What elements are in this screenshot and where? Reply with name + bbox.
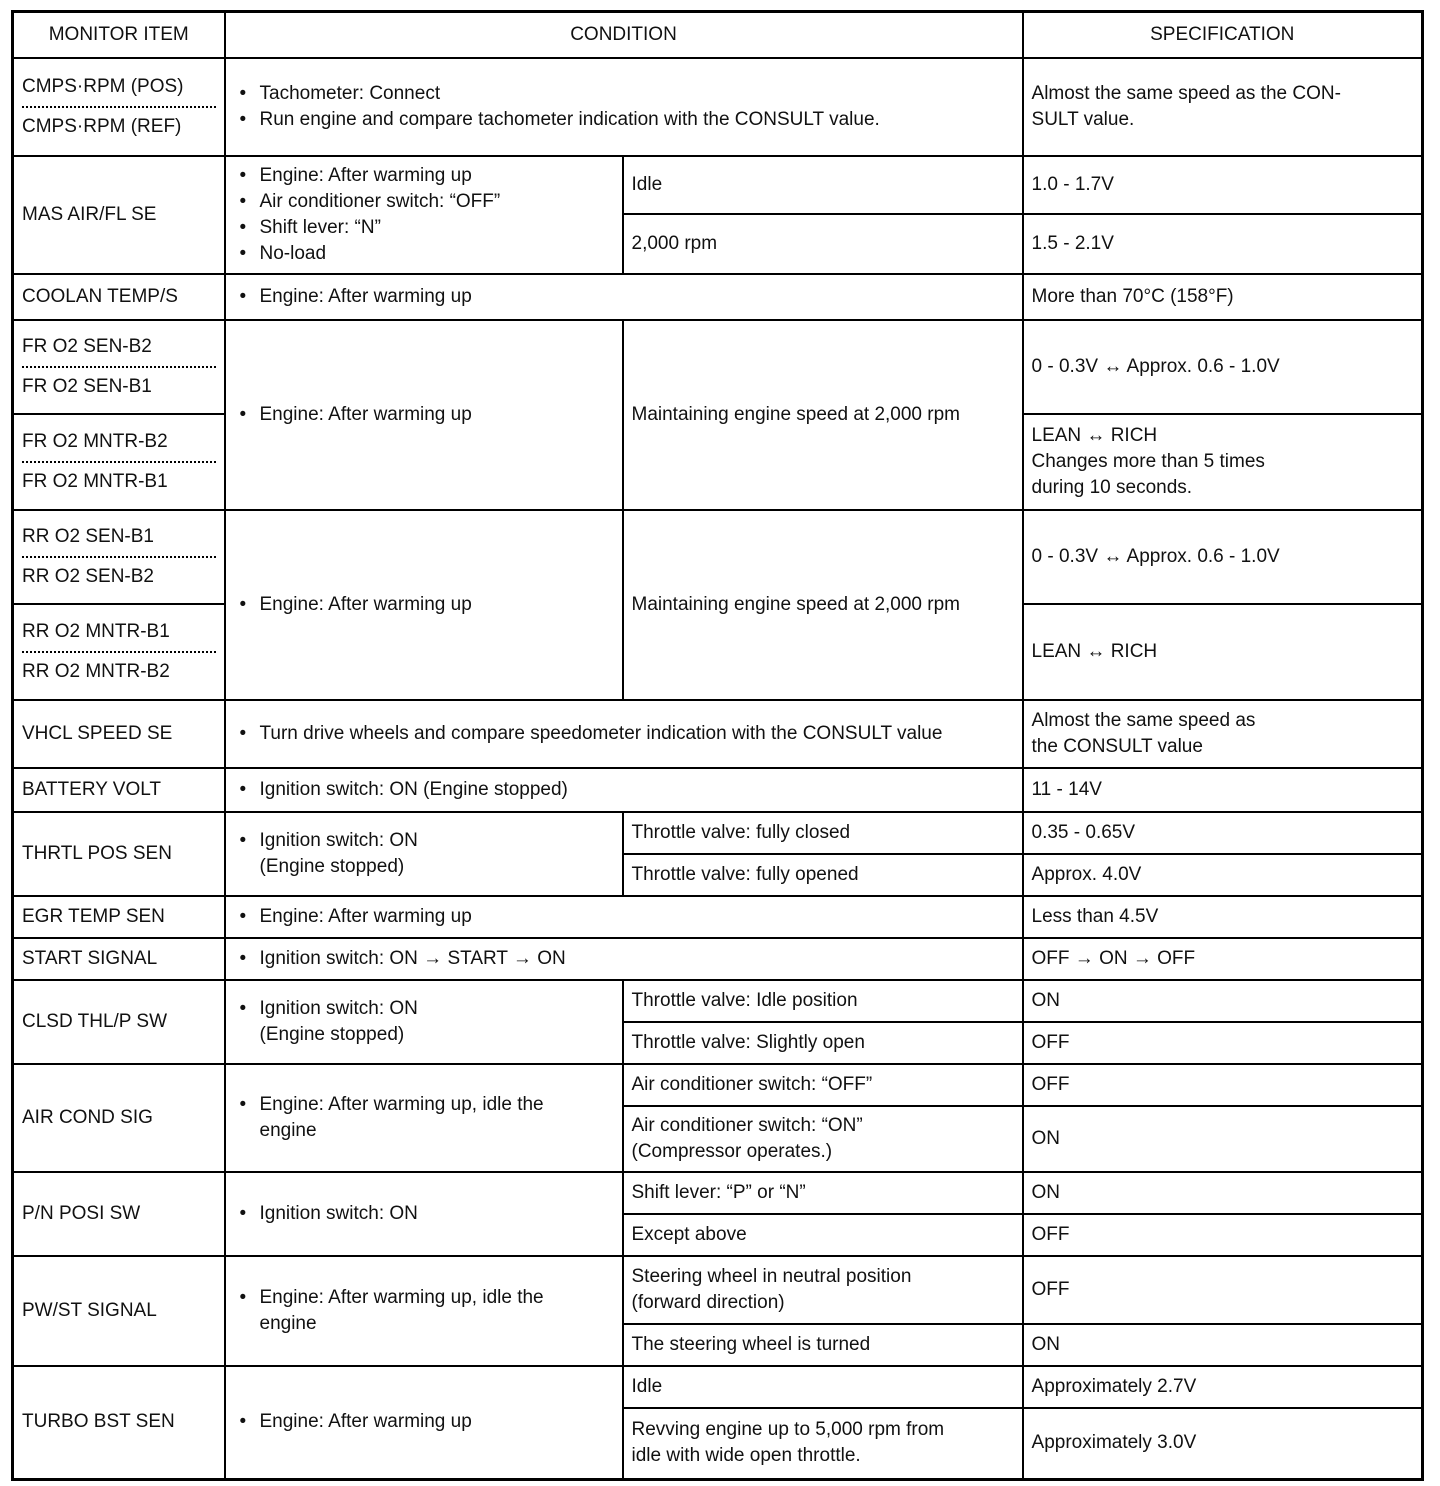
condition-bullet: • Ignition switch: ON (Engine stopped): [234, 996, 614, 1048]
monitor-item: CLSD THL/P SW: [13, 980, 225, 1064]
condition-cell: [225, 274, 1023, 320]
specification-cell: 1.0 - 1.7V: [1023, 156, 1423, 214]
table-row: [13, 896, 1423, 938]
condition-bullet: • Run engine and compare tachometer indication with the CONSULT value.: [234, 107, 1014, 133]
condition-cell: [225, 980, 623, 1064]
table-row: [13, 1256, 1423, 1324]
condition-cell: [225, 1172, 623, 1256]
specification-cell: ON: [1023, 980, 1423, 1022]
monitor-item: RR O2 MNTR-B1: [22, 620, 170, 642]
sub-condition-cell: Maintaining engine speed at 2,000 rpm: [623, 320, 1023, 510]
sub-condition-cell: 2,000 rpm: [623, 214, 1023, 274]
sub-condition-cell: Air conditioner switch: “OFF”: [623, 1064, 1023, 1106]
specification-cell: ON: [1023, 1324, 1423, 1366]
monitor-item: FR O2 SEN-B1: [22, 375, 152, 397]
sub-condition-cell: The steering wheel is turned: [623, 1324, 1023, 1366]
monitor-item-cell: [13, 320, 225, 414]
specification-cell: Approximately 3.0V: [1023, 1408, 1423, 1480]
specification-cell: ON: [1023, 1106, 1423, 1172]
condition-cell: [225, 768, 1023, 812]
sub-condition-cell: Revving engine up to 5,000 rpm from idle with wide open throttle.: [623, 1408, 1023, 1480]
condition-cell: [225, 510, 623, 700]
specification-cell: 0 - 0.3V ↔ Approx. 0.6 - 1.0V: [1023, 510, 1423, 604]
monitor-item: MAS AIR/FL SE: [13, 156, 225, 274]
specification-cell: 0 - 0.3V ↔ Approx. 0.6 - 1.0V: [1023, 320, 1423, 414]
condition-bullet: • Ignition switch: ON → START → ON: [234, 946, 1014, 972]
specification-cell: ON: [1023, 1172, 1423, 1214]
table-row: [13, 1064, 1423, 1106]
condition-bullet: • Turn drive wheels and compare speedometer indication with the CONSULT value: [234, 721, 1014, 747]
monitor-item: START SIGNAL: [13, 938, 225, 980]
monitor-spec-table: [11, 10, 1424, 1481]
monitor-item: TURBO BST SEN: [13, 1366, 225, 1480]
sub-condition-cell: Idle: [623, 1366, 1023, 1408]
specification-cell: 11 - 14V: [1023, 768, 1423, 812]
condition-bullet: • Engine: After warming up, idle the engine: [234, 1285, 614, 1337]
monitor-item: AIR COND SIG: [13, 1064, 225, 1172]
condition-bullet: • Engine: After warming up: [234, 163, 614, 189]
condition-bullet: • Engine: After warming up: [234, 904, 1014, 930]
table-row: [13, 700, 1423, 768]
monitor-item: PW/ST SIGNAL: [13, 1256, 225, 1366]
condition-bullet: • Ignition switch: ON (Engine stopped): [234, 828, 614, 880]
table-row: [13, 1366, 1423, 1408]
table-row: [13, 156, 1423, 214]
specification-cell: Approx. 4.0V: [1023, 854, 1423, 896]
table-row: [13, 58, 1423, 156]
monitor-item: RR O2 MNTR-B2: [22, 660, 170, 682]
monitor-item: FR O2 MNTR-B2: [22, 430, 168, 452]
sub-condition-cell: Steering wheel in neutral position (forward direction): [623, 1256, 1023, 1324]
condition-cell: [225, 1064, 623, 1172]
sub-condition-cell: Except above: [623, 1214, 1023, 1256]
specification-cell: OFF: [1023, 1214, 1423, 1256]
header-specification: SPECIFICATION: [1023, 12, 1423, 58]
condition-cell: [225, 938, 1023, 980]
specification-cell: More than 70°C (158°F): [1023, 274, 1423, 320]
condition-cell: [225, 896, 1023, 938]
monitor-item: CMPS·RPM (POS): [22, 75, 184, 97]
specification-cell: OFF: [1023, 1064, 1423, 1106]
table-row: [13, 812, 1423, 854]
monitor-item: BATTERY VOLT: [13, 768, 225, 812]
monitor-item: THRTL POS SEN: [13, 812, 225, 896]
monitor-item-cell: [13, 510, 225, 604]
sub-condition-cell: Throttle valve: fully closed: [623, 812, 1023, 854]
table-row: [13, 274, 1423, 320]
sub-condition-cell: Shift lever: “P” or “N”: [623, 1172, 1023, 1214]
specification-cell: Almost the same speed as the CONSULT value: [1023, 700, 1423, 768]
specification-cell: Less than 4.5V: [1023, 896, 1423, 938]
condition-bullet: • Ignition switch: ON (Engine stopped): [234, 777, 1014, 803]
condition-cell: [225, 700, 1023, 768]
monitor-item: FR O2 SEN-B2: [22, 335, 152, 357]
condition-bullet: • Air conditioner switch: “OFF”: [234, 189, 614, 215]
header-condition: CONDITION: [225, 12, 1023, 58]
table-row: [13, 320, 1423, 414]
monitor-item: CMPS·RPM (REF): [22, 115, 182, 137]
condition-bullet: • Shift lever: “N”: [234, 215, 614, 241]
header-row: [13, 12, 1423, 58]
condition-bullet: • Engine: After warming up: [234, 592, 614, 618]
condition-cell: [225, 58, 1023, 156]
specification-cell: OFF: [1023, 1022, 1423, 1064]
condition-bullet: • Engine: After warming up: [234, 402, 614, 428]
sub-condition-cell: Throttle valve: Idle position: [623, 980, 1023, 1022]
table-row: [13, 980, 1423, 1022]
specification-cell: OFF → ON → OFF: [1023, 938, 1423, 980]
sub-condition-cell: Throttle valve: Slightly open: [623, 1022, 1023, 1064]
monitor-item-cell: [13, 414, 225, 510]
condition-bullet: • No-load: [234, 241, 614, 267]
specification-cell: 1.5 - 2.1V: [1023, 214, 1423, 274]
monitor-item-cell: [13, 58, 225, 156]
table-row: [13, 938, 1423, 980]
condition-cell: [225, 1366, 623, 1480]
specification-cell: 0.35 - 0.65V: [1023, 812, 1423, 854]
condition-cell: [225, 1256, 623, 1366]
specification-cell: Almost the same speed as the CON- SULT value.: [1023, 58, 1423, 156]
monitor-item: VHCL SPEED SE: [13, 700, 225, 768]
monitor-item: FR O2 MNTR-B1: [22, 470, 168, 492]
specification-cell: Approximately 2.7V: [1023, 1366, 1423, 1408]
sub-condition-cell: Maintaining engine speed at 2,000 rpm: [623, 510, 1023, 700]
condition-cell: [225, 320, 623, 510]
header-monitor-item: MONITOR ITEM: [13, 12, 225, 58]
specification-cell: LEAN ↔ RICH Changes more than 5 times during 10 seconds.: [1023, 414, 1423, 510]
sub-condition-cell: Idle: [623, 156, 1023, 214]
condition-bullet: • Tachometer: Connect: [234, 81, 1014, 107]
sub-condition-cell: Throttle valve: fully opened: [623, 854, 1023, 896]
table-row: [13, 510, 1423, 604]
table-row: [13, 1172, 1423, 1214]
condition-bullet: • Engine: After warming up: [234, 284, 1014, 310]
condition-cell: [225, 812, 623, 896]
specification-cell: LEAN ↔ RICH: [1023, 604, 1423, 700]
monitor-item: EGR TEMP SEN: [13, 896, 225, 938]
monitor-item-cell: [13, 604, 225, 700]
table-row: [13, 768, 1423, 812]
condition-bullet: • Ignition switch: ON: [234, 1201, 614, 1227]
sub-condition-cell: Air conditioner switch: “ON” (Compressor operates.): [623, 1106, 1023, 1172]
specification-cell: OFF: [1023, 1256, 1423, 1324]
monitor-item: RR O2 SEN-B2: [22, 565, 154, 587]
condition-bullet: • Engine: After warming up: [234, 1409, 614, 1435]
condition-bullet: • Engine: After warming up, idle the engine: [234, 1092, 614, 1144]
monitor-item: COOLAN TEMP/S: [13, 274, 225, 320]
monitor-item: P/N POSI SW: [13, 1172, 225, 1256]
monitor-item: RR O2 SEN-B1: [22, 525, 154, 547]
condition-cell: [225, 156, 623, 274]
